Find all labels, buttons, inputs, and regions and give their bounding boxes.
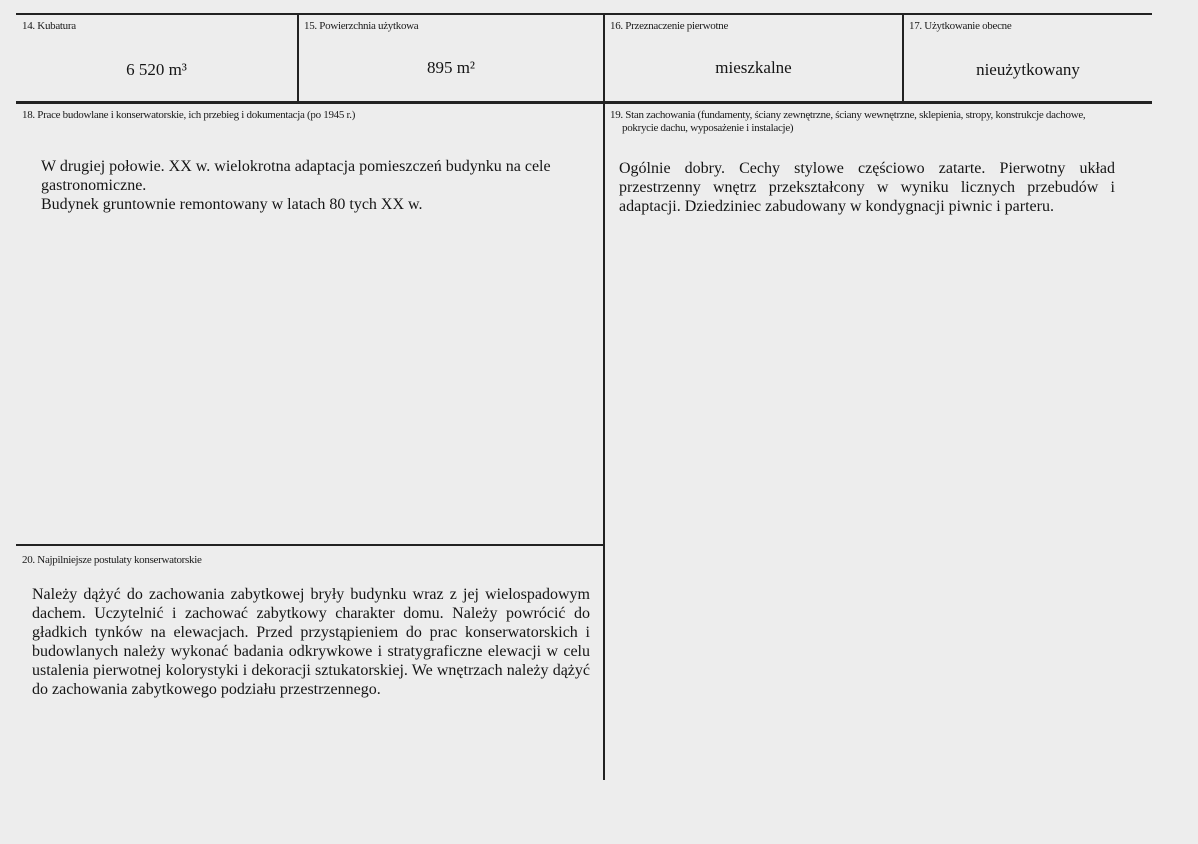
powierzchnia-value: 895 m² <box>426 58 476 77</box>
postulaty-label: 20. Najpilniejsze postulaty konserwatorskie <box>22 554 202 566</box>
powierzchnia-label: 15. Powierzchnia użytkowa <box>304 20 419 32</box>
row-divider-2 <box>16 544 604 546</box>
stan-label-line-1: 19. Stan zachowania (fundamenty, ściany zewnętrzne, ściany wewnętrzne, sklepienia, stropy, konstrukcje dachowe, <box>610 109 1086 121</box>
prace-text <box>41 157 586 214</box>
prace-text-line-2: Budynek gruntownie remontowany w latach 80 tych XX w. <box>41 196 423 213</box>
przeznaczenie-label: 16. Przeznaczenie pierwotne <box>610 20 729 32</box>
row-divider-1 <box>16 101 1152 104</box>
stan-text: Ogólnie dobry. Cechy stylowe częściowo zatarte. Pierwotny układ przestrzenny wnętrz przekształcony w wyniku licznych przebudów i adaptacji. Dziedziniec zabudowany w kondygnacji piwnic i parteru. <box>619 160 1115 215</box>
kubatura-value: 6 520 m³ <box>126 60 187 79</box>
postulaty-text: Należy dążyć do zachowania zabytkowej bryły budynku wraz z jej wielospadowym dachem. Uczytelnić i zachować zabytkowy charakter domu. Należy powrócić do gładkich tynków na elewacjach. Przed przystąpieniem do prac konserwatorskich i budowlanych należy wykonać badania odkrywkowe i stratygraficzne elewacji w celu ustalenia pierwotnej kolorystyki i dekoracji sztukatorskiej. We wnętrzach należy dążyć do zachowania zabytkowego podziału przestrzennego. <box>32 586 590 698</box>
prace-text-line-1: W drugiej połowie. XX w. wielokrotna adaptacja pomieszczeń budynku na cele gastronomiczne. <box>41 158 551 194</box>
stan-label-line-2: pokrycie dachu, wyposażenie i instalacje) <box>622 122 794 134</box>
column-divider-2 <box>603 13 605 780</box>
uzytkowanie-label: 17. Użytkowanie obecne <box>909 20 1012 32</box>
uzytkowanie-value: nieużytkowany <box>976 60 1080 79</box>
prace-label: 18. Prace budowlane i konserwatorskie, ich przebieg i dokumentacja (po 1945 r.) <box>22 109 356 121</box>
column-divider-3 <box>902 13 904 103</box>
top-border <box>16 13 1152 15</box>
przeznaczenie-value: mieszkalne <box>715 58 792 77</box>
kubatura-label: 14. Kubatura <box>22 20 76 32</box>
